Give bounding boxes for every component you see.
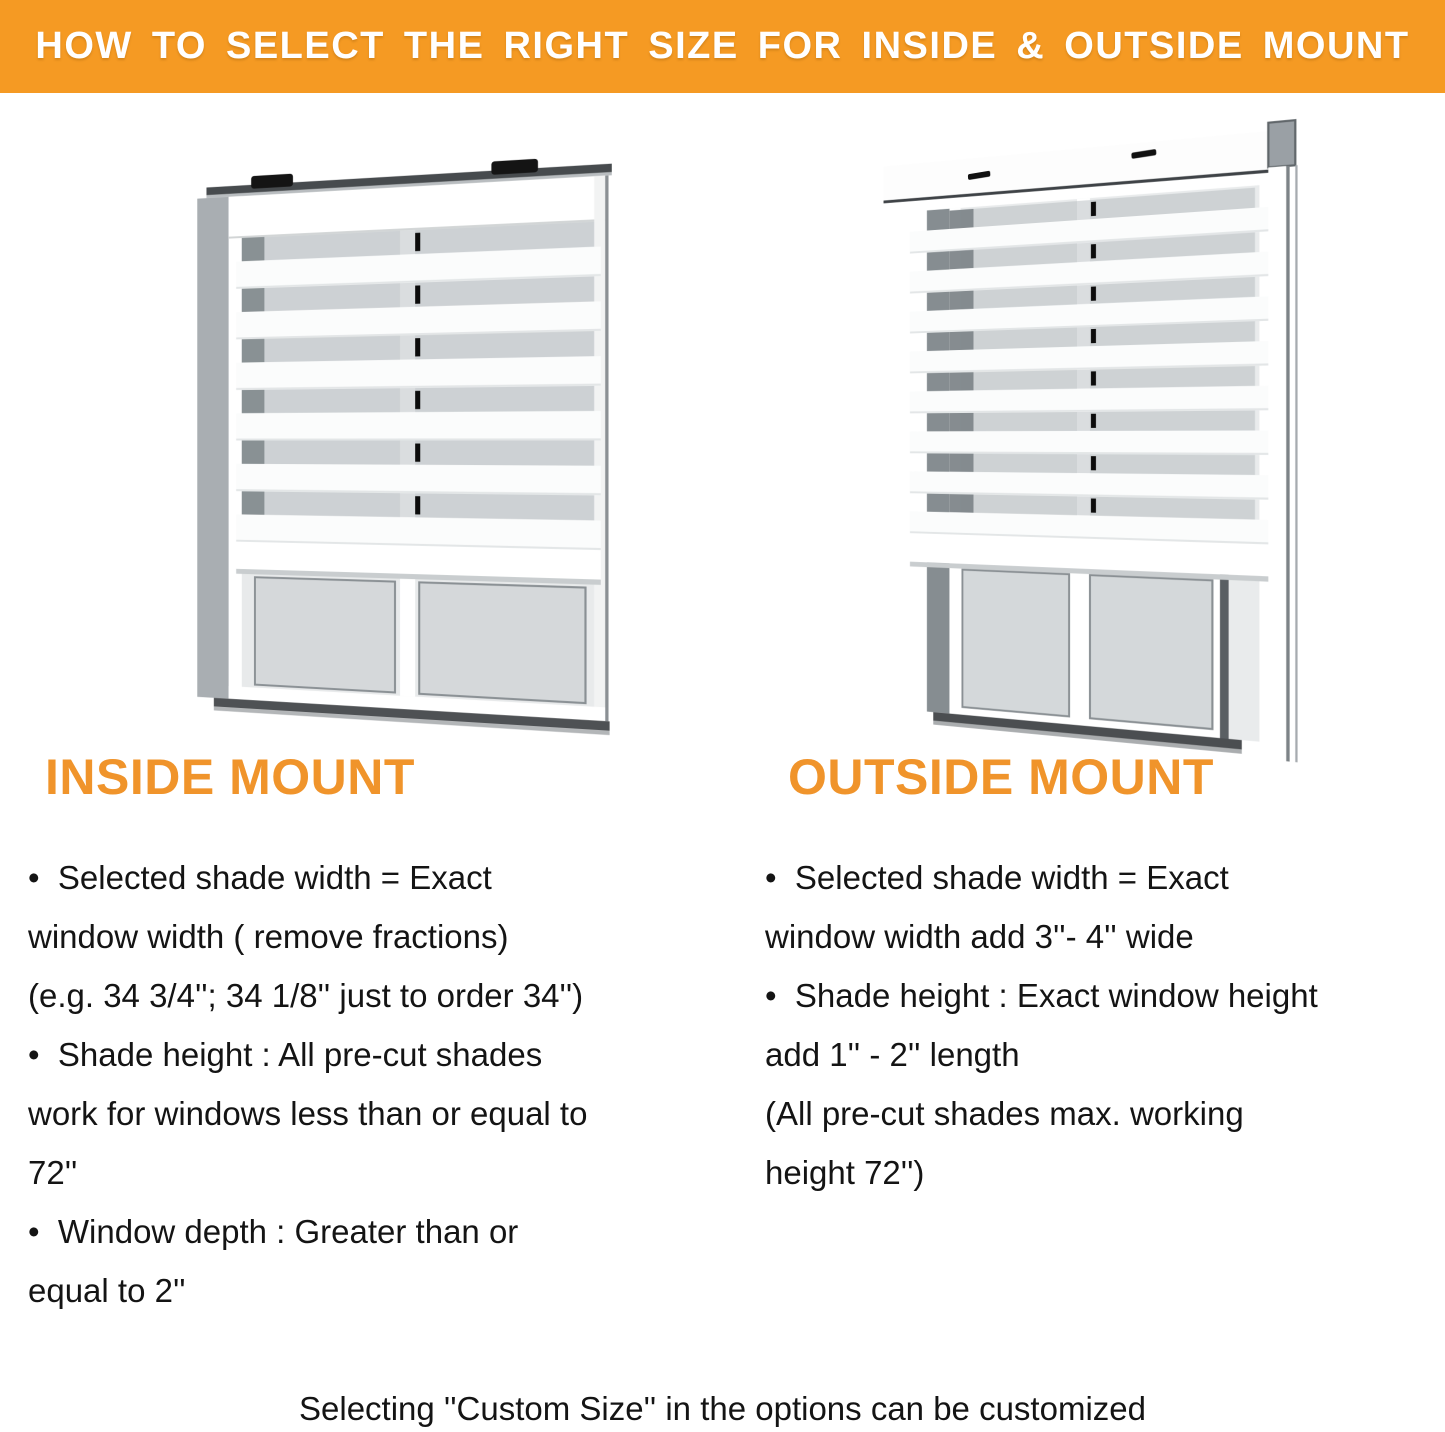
bullet-text-line: • Shade height : All pre-cut shades	[28, 1036, 543, 1073]
glass-pane	[419, 582, 585, 703]
window-glass	[950, 563, 1229, 741]
glass-pane	[1090, 575, 1212, 729]
bullet-text-line: (e.g. 34 3/4''; 34 1/8'' just to order 34'')	[28, 977, 584, 1014]
outside-mount-instructions	[765, 848, 1445, 1202]
outside-mount-illustration	[862, 126, 1296, 752]
header-banner	[0, 0, 1445, 93]
bullet-text-line: • Selected shade width = Exact	[765, 859, 1229, 896]
bullet-text-line: equal to 2''	[28, 1272, 186, 1309]
right-trim	[1268, 165, 1297, 762]
mounting-bracket	[251, 174, 293, 189]
end-cap	[1268, 120, 1295, 167]
bullet-text-line: • Selected shade width = Exact	[28, 859, 492, 896]
bullet-text-line: • Window depth : Greater than or	[28, 1213, 519, 1250]
zebra-shade	[910, 186, 1271, 581]
page-title: HOW TO SELECT THE RIGHT SIZE FOR INSIDE & OUTSIDE MOUNT	[35, 25, 1410, 67]
outside-mount-heading: OUTSIDE MOUNT	[788, 749, 1214, 805]
bullet-text-line: window width ( remove fractions)	[28, 918, 509, 955]
glass-pane	[255, 577, 395, 692]
zebra-shade	[236, 221, 601, 585]
inside-mount-window-drawing	[161, 130, 621, 752]
outside-mount-window-drawing	[878, 103, 1309, 775]
inside-mount-heading: INSIDE MOUNT	[45, 749, 415, 805]
glass-pane	[962, 570, 1069, 717]
bullet-text-line: height 72'')	[765, 1154, 925, 1191]
inside-mount-illustration	[148, 146, 610, 736]
inside-mount-instructions	[28, 848, 728, 1320]
bullet-text-line: • Shade height : Exact window height	[765, 977, 1318, 1014]
bullet-text-line: add 1'' - 2'' length	[765, 1036, 1020, 1073]
bullet-text-line: work for windows less than or equal to	[28, 1095, 588, 1132]
bullet-text-line: (All pre-cut shades max. working	[765, 1095, 1244, 1132]
footer-note: Selecting ''Custom Size'' in the options can be customized	[299, 1390, 1146, 1427]
bullet-text-line: 72''	[28, 1154, 78, 1191]
mounting-bracket	[491, 159, 538, 175]
bullet-text-line: window width add 3''- 4'' wide	[765, 918, 1194, 955]
